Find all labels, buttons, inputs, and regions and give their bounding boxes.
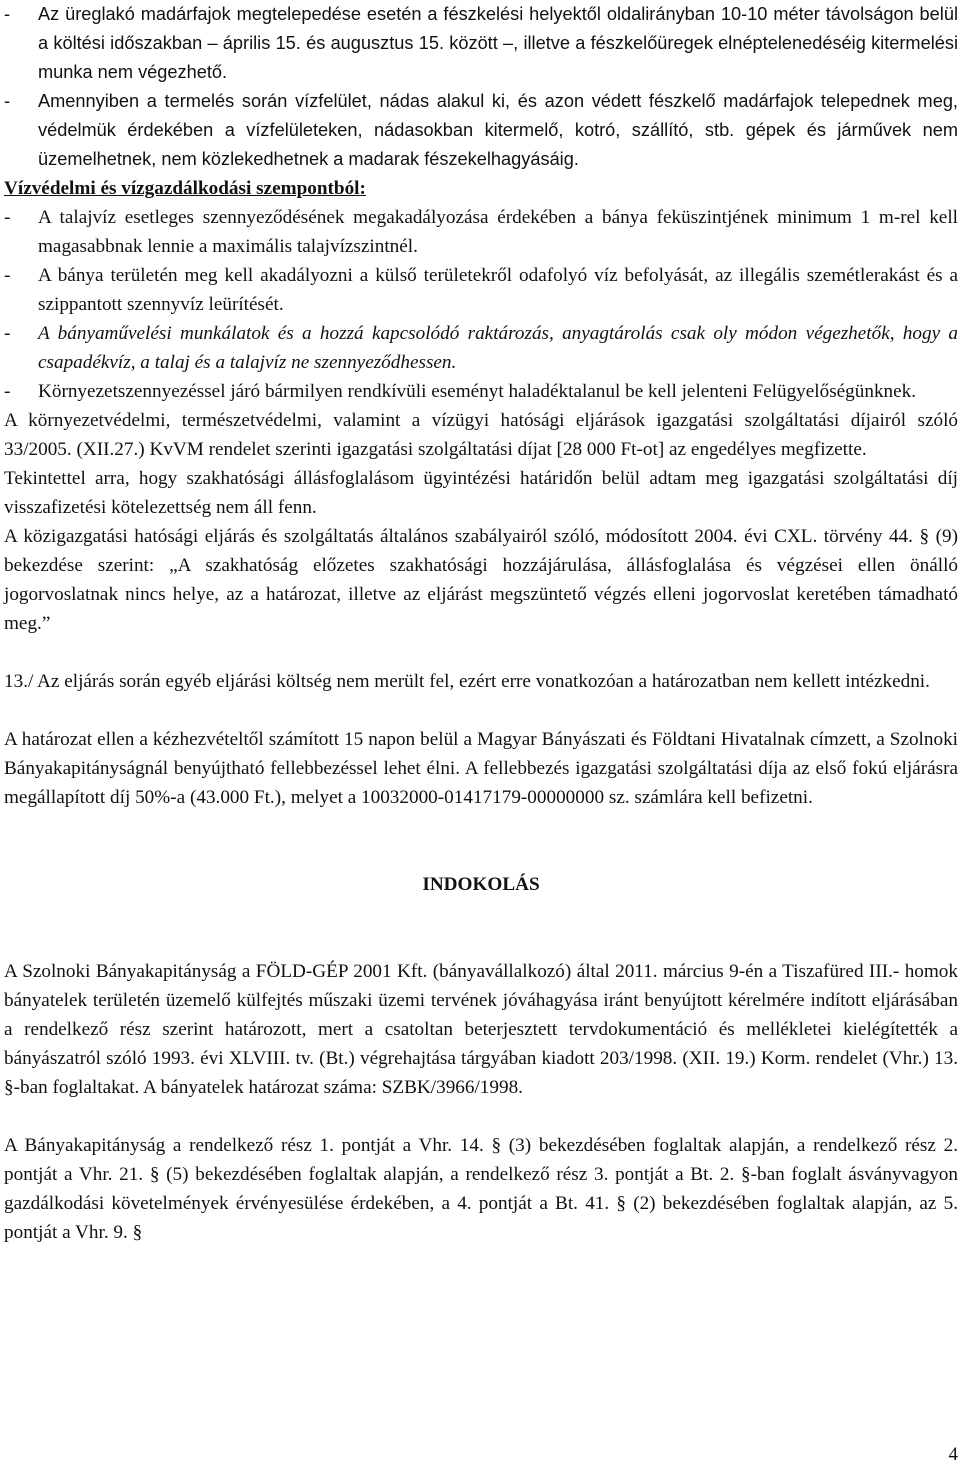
cost-paragraph: 13./ Az eljárás során egyéb eljárási költség nem merült fel, ezért erre vonatkozóan a határozatban nem kellett intézkedni. <box>4 671 930 692</box>
section-title: INDOKOLÁS <box>422 874 540 895</box>
bullet-dash: - <box>4 381 11 402</box>
page-number: 4 <box>948 1444 958 1465</box>
viz-item-2-text: A bánya területén meg kell akadályozni a külső területekről odafolyó víz befolyását, az illegális szemétlerakást és a szippantott szennyvíz leürítését. <box>38 265 958 315</box>
viz-item-4-text: Környezetszennyezéssel járó bármilyen rendkívüli eseményt haladéktalanul be kell jelenteni Felügyelőségünknek. <box>38 381 917 402</box>
appeal-paragraph: A határozat ellen a kézhezvételtől számított 15 napon belül a Magyar Bányászati és Földtani Hivatalnak címzett, a Szolnoki Bányakapitányságnál benyújtható fellebbezéssel lehet élni. A fellebbezés igazgatási szolgáltatási díja az első fokú eljárásra megállapított díj 50%-a (43.000 Ft.), melyet a 10032000-01417179-00000000 sz. számlára kell befizetni. <box>4 729 958 808</box>
document-page <box>4 0 958 1247</box>
viz-item-3 <box>4 319 958 377</box>
natura-item-2-text: Amennyiben a termelés során vízfelület, nádas alakul ki, és azon védett fészkelő madárfajok telepednek meg, védelmük érdekében a vízfelületeken, nádasokban kitermelő, kotró, szállító, stb. gépek és járművek nem üzemelhetnek, nem közlekedhetnek a madarak fészekelhagyásáig. <box>38 91 958 169</box>
justification-paragraph-2: A Bányakapitányság a rendelkező rész 1. pontját a Vhr. 14. § (3) bekezdésében foglaltak alapján, a rendelkező rész 2. pontját a Vhr. 21. § (5) bekezdésében foglaltak alapján, a rendelkező rész 3. pontját a Bt. 2. §-ban foglalt ásványvagyon gazdálkodási követelmények érvényesülése érdekében, a 4. pontját a Bt. 41. § (2) bekezdésében foglaltak alapján, az 5. pontját a Vhr. 9. § <box>4 1135 958 1243</box>
viz-item-3-text: A bányaművelési munkálatok és a hozzá kapcsolódó raktározás, anyagtárolás csak oly módon végezhetők, hogy a csapadékvíz, a talaj és a talajvíz ne szennyeződhessen. <box>38 323 958 373</box>
viz-item-1-text: A talajvíz esetleges szennyeződésének megakadályozása érdekében a bánya feküszintjének minimum 1 m-rel kell magasabbnak lennie a maximális talajvízszintnél. <box>38 207 958 257</box>
spacer <box>4 696 958 725</box>
viz-heading: Vízvédelmi és vízgazdálkodási szempontból: <box>4 178 366 199</box>
spacer <box>4 1102 958 1131</box>
natura-item-1 <box>4 0 958 87</box>
viz-item-4 <box>4 377 958 406</box>
natura-item-2 <box>4 87 958 174</box>
spacer <box>4 638 958 667</box>
viz-item-2 <box>4 261 958 319</box>
ket-paragraph: A közigazgatási hatósági eljárás és szolgáltatás általános szabályairól szóló, módosított 2004. évi CXL. törvény 44. § (9) bekezdése szerint: „A szakhatóság előzetes szakhatósági hozzájárulása, állásfoglalása és végzései ellen önálló jogorvoslatnak nincs helye, az a határozat, illetve az eljárást megszüntető végzés elleni jogorvoslat keretében támadható meg.” <box>4 526 958 634</box>
natura-item-1-text: Az üreglakó madárfajok megtelepedése esetén a fészkelési helyektől oldalirányban 10-10 méter távolságon belül a költési időszakban – április 15. és augusztus 15. között –, illetve a fészkelőüregek elnéptelenedéséig kitermelési munka nem végezhető. <box>38 4 958 82</box>
spacer <box>4 812 958 870</box>
bullet-dash: - <box>4 91 11 111</box>
justification-paragraph-1: A Szolnoki Bányakapitányság a FÖLD-GÉP 2001 Kft. (bányavállalkozó) által 2011. március 9-én a Tiszafüred III.- homok bányatelek területén üzemelő külfejtés műszaki üzemi tervének jóváhagyása iránt benyújtott kérelmére indított eljárásában a rendelkező rész szerint határozott, mert a csatoltan beterjesztett tervdokumentáció és mellékletei kielégítették a bányászatról szóló 1993. évi XLVIII. tv. (Bt.) végrehajtása tárgyában kiadott 203/1998. (XII. 19.) Korm. rendelet (Vhr.) 13. §-ban foglaltakat. A bányatelek határozat száma: SZBK/3966/1998. <box>4 961 958 1098</box>
refund-paragraph: Tekintettel arra, hogy szakhatósági állásfoglalásom ügyintézési határidőn belül adtam meg igazgatási szolgáltatási díj visszafizetési kötelezettség nem áll fenn. <box>4 468 958 518</box>
spacer <box>4 899 958 957</box>
bullet-dash: - <box>4 207 11 228</box>
fee-paragraph: A környezetvédelmi, természetvédelmi, valamint a vízügyi hatósági eljárások igazgatási szolgáltatási díjairól szóló 33/2005. (XII.27.) KvVM rendelet szerinti igazgatási szolgáltatási díjat [28 000 Ft-ot] az engedélyes megfizette. <box>4 410 958 460</box>
bullet-dash: - <box>4 323 11 344</box>
viz-item-1 <box>4 203 958 261</box>
bullet-dash: - <box>4 265 11 286</box>
bullet-dash: - <box>4 4 11 24</box>
